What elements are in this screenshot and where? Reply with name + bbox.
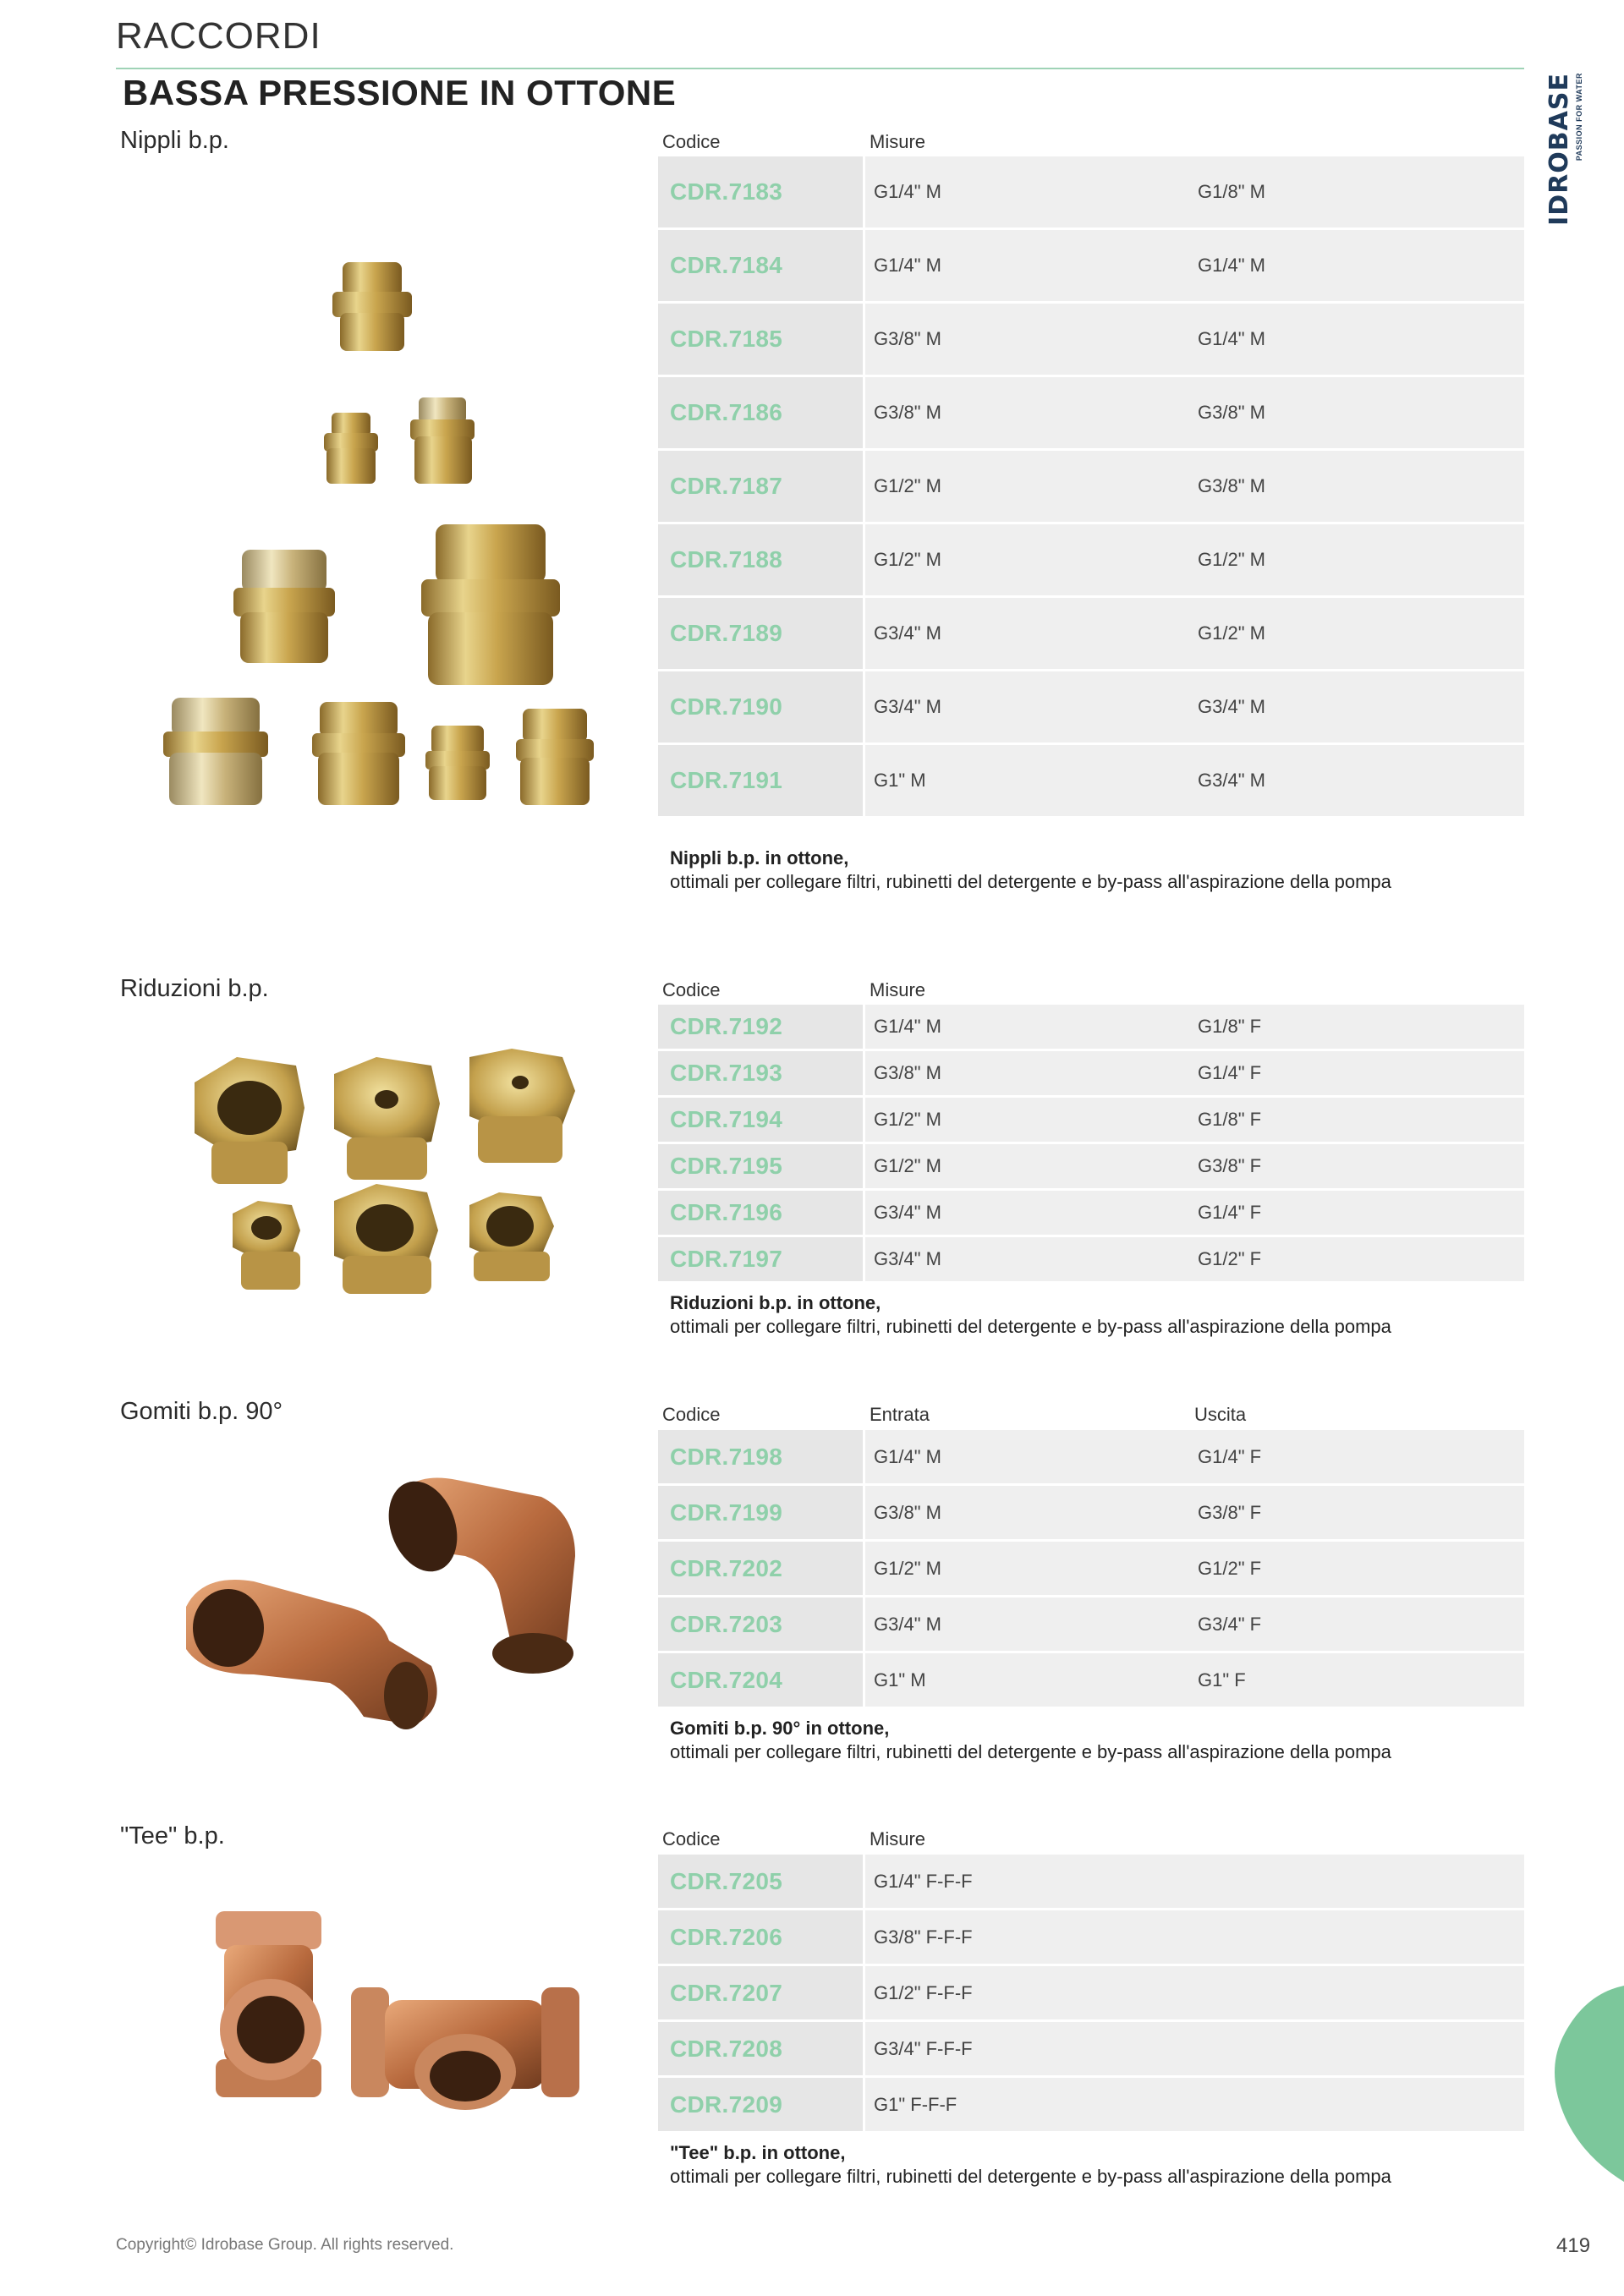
product-code: CDR.7191 xyxy=(658,745,865,816)
product-code: CDR.7197 xyxy=(658,1237,865,1281)
elbow-fitting xyxy=(376,1471,575,1674)
page-title: BASSA PRESSIONE IN OTTONE xyxy=(123,73,677,112)
size-1: G1/4" M xyxy=(874,1016,941,1037)
product-code: CDR.7203 xyxy=(658,1597,865,1651)
nipples-product-photo xyxy=(152,245,626,837)
size-1: G3/4" M xyxy=(874,696,941,717)
size-2: G3/8" M xyxy=(1198,402,1265,423)
nipple-fitting xyxy=(233,550,335,663)
product-code: CDR.7205 xyxy=(658,1855,865,1908)
product-code: CDR.7209 xyxy=(658,2078,865,2131)
product-code: CDR.7198 xyxy=(658,1430,865,1483)
reduction-fitting xyxy=(334,1184,438,1294)
section-title-nippli: Nippli b.p. xyxy=(120,127,229,154)
size-1: G1/4" M xyxy=(874,181,941,202)
column-header-outlet: Uscita xyxy=(1194,1404,1247,1425)
table-row xyxy=(658,1542,1524,1595)
product-code: CDR.7192 xyxy=(658,1005,865,1049)
section-description xyxy=(670,1717,1391,1764)
section-title-tee: "Tee" b.p. xyxy=(120,1822,225,1849)
size-2: G1/4" M xyxy=(1198,328,1265,349)
reduction-fitting xyxy=(233,1201,300,1290)
size-1: G3/8" M xyxy=(874,1062,941,1083)
column-header-sizes: Misure xyxy=(870,979,926,1000)
product-code: CDR.7185 xyxy=(658,304,865,375)
table-row xyxy=(658,1191,1524,1235)
nipple-fitting xyxy=(163,698,268,805)
nipple-fitting xyxy=(324,413,378,484)
outlet-size: G1/2" F xyxy=(1198,1557,1262,1579)
product-code: CDR.7188 xyxy=(658,524,865,595)
product-code: CDR.7195 xyxy=(658,1144,865,1188)
size-1: G1/4" M xyxy=(874,255,941,276)
description-text: ottimali per collegare filtri, rubinetti del detergente e by-pass all'aspirazione della pompa xyxy=(670,1316,1391,1337)
inlet-size: G1/4" M xyxy=(874,1445,941,1467)
size-1: G3/4" F-F-F xyxy=(874,2037,973,2059)
outlet-size: G1/4" F xyxy=(1198,1445,1262,1467)
product-code: CDR.7202 xyxy=(658,1542,865,1595)
outlet-size: G1" F xyxy=(1198,1669,1246,1690)
product-code: CDR.7194 xyxy=(658,1098,865,1142)
product-code: CDR.7199 xyxy=(658,1486,865,1539)
table-row xyxy=(658,2022,1524,2075)
column-header-inlet: Entrata xyxy=(870,1404,930,1425)
nipple-fitting xyxy=(516,709,594,805)
reduction-fitting xyxy=(334,1057,440,1180)
reductions-product-photo xyxy=(186,1049,584,1302)
tee-fitting xyxy=(351,1987,579,2110)
size-1: G1" M xyxy=(874,770,926,791)
outlet-size: G3/8" F xyxy=(1198,1501,1262,1523)
size-2: G1/4" F xyxy=(1198,1202,1262,1223)
product-code: CDR.7190 xyxy=(658,671,865,743)
reduction-fitting xyxy=(469,1049,575,1163)
table-row xyxy=(658,1144,1524,1188)
reduction-fitting xyxy=(195,1057,304,1184)
column-header-code: Codice xyxy=(662,1404,721,1425)
size-1: G3/4" M xyxy=(874,622,941,644)
size-2: G3/4" M xyxy=(1198,770,1265,791)
category-title: RACCORDI xyxy=(116,15,321,57)
size-2: G1/4" F xyxy=(1198,1062,1262,1083)
brand-tagline: PASSION FOR WATER xyxy=(1575,73,1583,162)
description-bold: "Tee" b.p. in ottone, xyxy=(670,2142,846,2163)
description-bold: Nippli b.p. in ottone, xyxy=(670,847,849,869)
elbows-product-photo xyxy=(178,1463,601,1734)
table-row xyxy=(658,1966,1524,2019)
size-2: G3/8" M xyxy=(1198,475,1265,496)
table-row xyxy=(658,377,1524,448)
product-code: CDR.7208 xyxy=(658,2022,865,2075)
table-row xyxy=(658,1098,1524,1142)
size-1: G1/2" M xyxy=(874,475,941,496)
table-row xyxy=(658,304,1524,375)
footer-copyright: Copyright© Idrobase Group. All rights reserved. xyxy=(116,2236,454,2254)
size-2: G1/2" F xyxy=(1198,1248,1262,1269)
product-code: CDR.7186 xyxy=(658,377,865,448)
size-1: G3/8" M xyxy=(874,402,941,423)
description-text: ottimali per collegare filtri, rubinetti del detergente e by-pass all'aspirazione della pompa xyxy=(670,2166,1391,2187)
size-1: G3/4" M xyxy=(874,1202,941,1223)
table-row xyxy=(658,230,1524,301)
size-2: G1/8" F xyxy=(1198,1109,1262,1130)
table-row xyxy=(658,2078,1524,2131)
product-code: CDR.7189 xyxy=(658,598,865,669)
table-row xyxy=(658,1653,1524,1707)
nipple-fitting xyxy=(332,262,412,351)
table-row xyxy=(658,1486,1524,1539)
inlet-size: G1" M xyxy=(874,1669,926,1690)
table-row xyxy=(658,598,1524,669)
description-text: ottimali per collegare filtri, rubinetti del detergente e by-pass all'aspirazione della pompa xyxy=(670,871,1391,892)
table-row xyxy=(658,671,1524,743)
table-row xyxy=(658,156,1524,227)
size-1: G1/2" M xyxy=(874,549,941,570)
inlet-size: G1/2" M xyxy=(874,1557,941,1579)
table-row xyxy=(658,1910,1524,1964)
size-2: G3/8" F xyxy=(1198,1155,1262,1176)
column-header-code: Codice xyxy=(662,131,721,152)
size-2: G1/4" M xyxy=(1198,255,1265,276)
size-1: G3/8" M xyxy=(874,328,941,349)
size-2: G1/2" M xyxy=(1198,622,1265,644)
size-1: G1/2" M xyxy=(874,1109,941,1130)
table-row xyxy=(658,524,1524,595)
brand-name: IDROBASE xyxy=(1544,73,1574,226)
inlet-size: G3/8" M xyxy=(874,1501,941,1523)
product-code: CDR.7184 xyxy=(658,230,865,301)
nipple-fitting xyxy=(421,524,560,685)
column-header-sizes: Misure xyxy=(870,1828,926,1849)
section-description xyxy=(670,847,1391,894)
product-code: CDR.7183 xyxy=(658,156,865,227)
section-title-riduzioni: Riduzioni b.p. xyxy=(120,975,269,1002)
section-description xyxy=(670,1291,1391,1339)
table-row xyxy=(658,1430,1524,1483)
page-number: 419 xyxy=(1556,2234,1591,2257)
table-row xyxy=(658,1597,1524,1651)
nipple-fitting xyxy=(312,702,405,805)
description-text: ottimali per collegare filtri, rubinetti del detergente e by-pass all'aspirazione della pompa xyxy=(670,1741,1391,1762)
size-1: G1/4" F-F-F xyxy=(874,1870,973,1892)
size-2: G1/8" M xyxy=(1198,181,1265,202)
outlet-size: G3/4" F xyxy=(1198,1613,1262,1635)
section-description xyxy=(670,2141,1391,2189)
size-2: G1/8" F xyxy=(1198,1016,1262,1037)
table-row xyxy=(658,1855,1524,1908)
elbow-fitting xyxy=(186,1580,437,1729)
size-1: G1/2" M xyxy=(874,1155,941,1176)
size-2: G1/2" M xyxy=(1198,549,1265,570)
product-code: CDR.7206 xyxy=(658,1910,865,1964)
tees-product-photo xyxy=(186,1903,592,2140)
tee-fitting xyxy=(216,1911,321,2097)
product-code: CDR.7193 xyxy=(658,1051,865,1095)
product-code: CDR.7187 xyxy=(658,451,865,522)
column-header-code: Codice xyxy=(662,979,721,1000)
product-code: CDR.7207 xyxy=(658,1966,865,2019)
table-row xyxy=(658,1237,1524,1281)
nipple-fitting xyxy=(425,726,490,800)
inlet-size: G3/4" M xyxy=(874,1613,941,1635)
size-1: G3/8" F-F-F xyxy=(874,1926,973,1948)
section-title-gomiti: Gomiti b.p. 90° xyxy=(120,1398,283,1425)
brand-logo xyxy=(1544,73,1587,226)
reduction-fitting xyxy=(469,1192,554,1281)
size-1: G3/4" M xyxy=(874,1248,941,1269)
size-1: G1" F-F-F xyxy=(874,2093,957,2115)
table-row xyxy=(658,1051,1524,1095)
table-row xyxy=(658,451,1524,522)
section-tab-marker xyxy=(1546,1986,1624,2182)
column-header-code: Codice xyxy=(662,1828,721,1849)
nipple-fitting xyxy=(410,397,475,484)
size-1: G1/2" F-F-F xyxy=(874,1981,973,2003)
size-2: G3/4" M xyxy=(1198,696,1265,717)
description-bold: Riduzioni b.p. in ottone, xyxy=(670,1292,881,1313)
description-bold: Gomiti b.p. 90° in ottone, xyxy=(670,1718,890,1739)
header-divider xyxy=(116,68,1524,69)
table-row xyxy=(658,745,1524,816)
product-code: CDR.7196 xyxy=(658,1191,865,1235)
product-code: CDR.7204 xyxy=(658,1653,865,1707)
column-header-sizes: Misure xyxy=(870,131,926,152)
table-row xyxy=(658,1005,1524,1049)
